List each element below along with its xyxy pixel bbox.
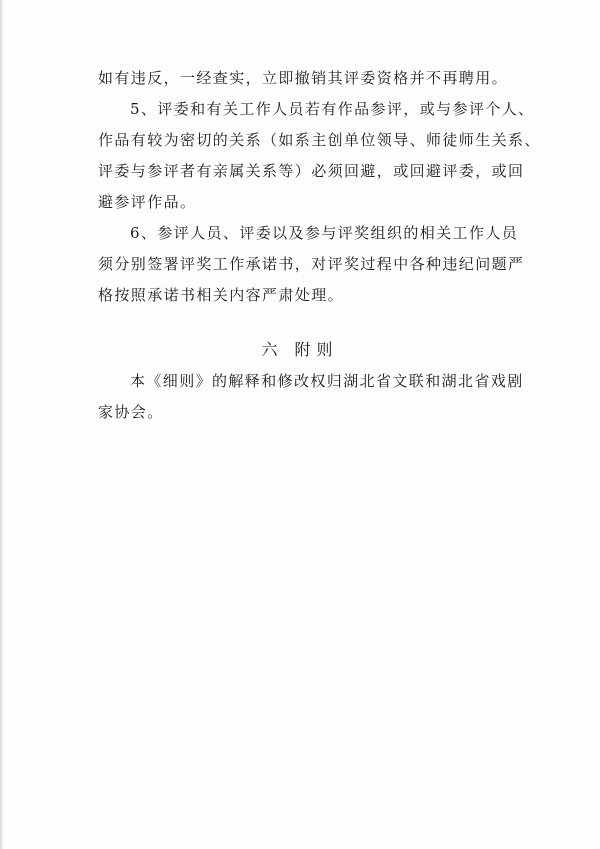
paragraph-line: 本《细则》的解释和修改权归湖北省文联和湖北省戏剧 (130, 372, 524, 390)
paragraph-line: 评委与参评者有亲属关系等）必须回避，或回避评委，或回 (98, 162, 525, 180)
paragraph-line: 5、评委和有关工作人员若有作品参评，或与参评个人、 (130, 100, 535, 118)
paragraph-line: 如有违反，一经查实，立即撤销其评委资格并不再聘用。 (98, 69, 509, 87)
paragraph-line: 作品有较为密切的关系（如系主创单位领导、师徒师生关系、 (98, 131, 541, 149)
paragraph-line: 家协会。 (98, 403, 164, 421)
paragraph-line: 格按照承诺书相关内容严肃处理。 (98, 286, 345, 304)
paragraph-line: 须分别签署评奖工作承诺书，对评奖过程中各种违纪问题严 (98, 255, 525, 273)
paragraph-line: 6、参评人员、评委以及参与评奖组织的相关工作人员 (130, 224, 519, 242)
section-heading: 六 附则 (261, 340, 339, 359)
paragraph-line: 避参评作品。 (98, 193, 197, 211)
scan-edge-shadow (0, 0, 3, 849)
